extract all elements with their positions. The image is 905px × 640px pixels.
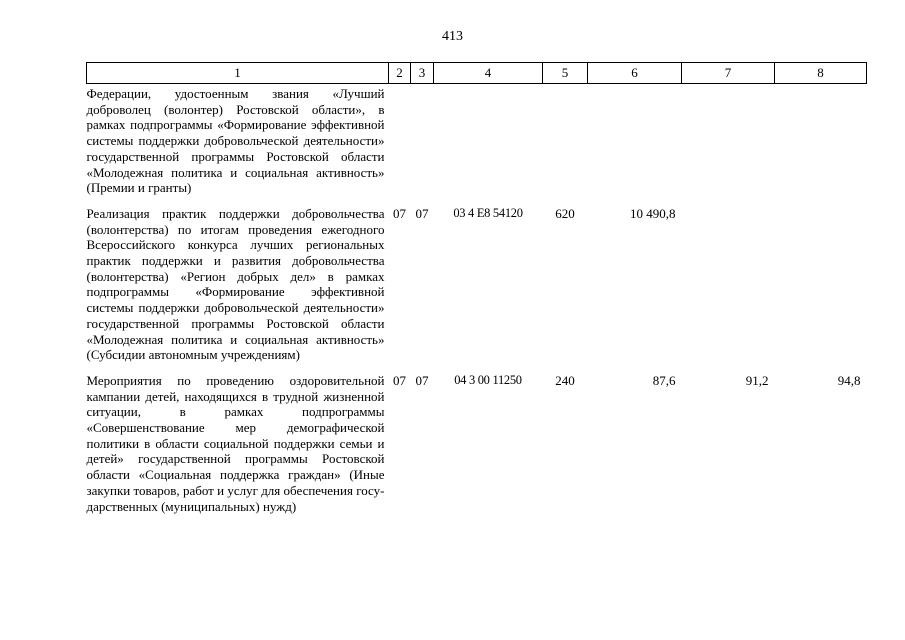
table-row	[87, 206, 867, 373]
expense-type-code: 240	[555, 372, 575, 388]
column-header: 2	[389, 63, 411, 84]
amount-col7: 91,2	[745, 372, 769, 388]
subsection-code: 07	[415, 372, 429, 388]
amount-col8	[775, 206, 867, 373]
row-description: Мероприятия по проведению оздоровительной кампании детей, находящихся в трудной жизненной ситуации, в рамках подпрограммы «Совершенствование мер демографической политики в области социальной поддержки семьи и детей» государственной программы Ростовской области «Социальная поддержка граждан» (Иные закупки товаров, работ и услуг для обеспечения государственных (муниципальных) нужд)	[86, 372, 385, 514]
target-article-code: 03 4 E8 54120	[453, 205, 523, 220]
expense-type-code: 620	[555, 205, 575, 221]
amount-col7	[682, 206, 775, 373]
amount-col7	[682, 84, 775, 206]
column-header: 4	[434, 63, 543, 84]
section-code	[389, 84, 411, 206]
table-row	[87, 373, 867, 524]
section-code: 07	[393, 205, 406, 221]
column-header: 3	[411, 63, 434, 84]
budget-table	[86, 62, 867, 524]
column-header: 6	[588, 63, 682, 84]
target-article-code	[434, 84, 543, 206]
subsection-code: 07	[415, 205, 429, 221]
amount-col6: 10 490,8	[630, 205, 676, 221]
column-header: 7	[682, 63, 775, 84]
row-description: Реализация практик поддержки добровольчества (волонтерства) по итогам проведения ежегодного Всероссийского конкурса лучших региональных практик поддержки и развития добровольчества (волонтерства) «Регион добрых дел» в рамках подпрограммы «Формирование эффективной системы поддержки добровольческой деятельности» государственной программы Ростовской области «Молодежная политика и социальная активность» (Субсидии автономным учреждениям)	[86, 205, 385, 363]
column-header: 8	[775, 63, 867, 84]
amount-col8: 94,8	[837, 372, 861, 388]
table-header-row	[87, 63, 867, 84]
amount-col6: 87,6	[652, 372, 676, 388]
page-number: 413	[442, 29, 463, 44]
table-row	[87, 84, 867, 206]
subsection-code	[411, 84, 434, 206]
amount-col8	[775, 84, 867, 206]
row-description: Федерации, удостоенным звания «Лучший доброволец (волонтер) Ростовской области», в рамках подпрограммы «Формирование эффективной системы поддержки добровольческой деятельности» государственной программы Ростовской области «Молодежная политика и социальная активность» (Премии и гранты)	[86, 86, 385, 196]
column-header: 5	[543, 63, 588, 84]
amount-col6	[588, 84, 682, 206]
column-header: 1	[87, 63, 389, 84]
section-code: 07	[393, 372, 406, 388]
expense-type-code	[543, 84, 588, 206]
target-article-code: 04 3 00 11250	[454, 372, 522, 387]
